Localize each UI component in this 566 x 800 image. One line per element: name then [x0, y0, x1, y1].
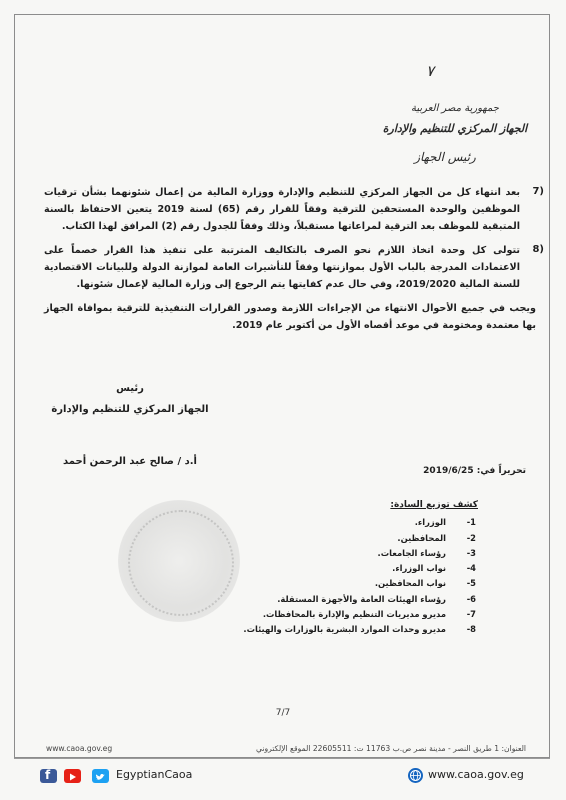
list-item: المحافظين.	[397, 533, 446, 543]
list-item: رؤساء الهيئات العامة والأجهزة المستقلة.	[277, 594, 446, 604]
list-item-number: -5	[466, 578, 476, 588]
list-item: مديرو مديريات التنظيم والإدارة بالمحافظات.	[262, 609, 446, 619]
signature-agency: الجهاز المركزي للتنظيم والإدارة	[51, 404, 209, 415]
footer-divider	[14, 758, 550, 759]
list-item: مديرو وحدات الموارد البشرية بالوزارات والهيئات.	[243, 624, 446, 634]
signature-title: رئيس	[116, 383, 144, 394]
twitter-icon[interactable]	[92, 769, 109, 783]
facebook-icon[interactable]: f	[40, 769, 57, 783]
footer-website-small[interactable]: www.caoa.gov.eg	[46, 744, 113, 753]
header-agency: الجهاز المركزي للتنظيم والإدارة	[382, 122, 528, 135]
list-item-number: -3	[466, 548, 476, 558]
page-mark: ٧	[425, 62, 435, 80]
paragraph-number: 8)	[532, 244, 544, 255]
paragraph-8: تتولى كل وحدة اتخاذ اللازم نحو الصرف بالتكاليف المترتبة على تنفيذ هذا القرار خصماً على الاعتمادات المدرجة بالباب الأول بموازنتها وفقاً للتأشيرات العامة لموازنة الدولة وللبيانات الاقتصادية للسنة المالية 2019/2020، وفي حال عدم كفايتها يتم الرجوع إلى وزارة المالية لإعمال شئونها.	[44, 245, 520, 290]
list-item-number: -4	[466, 563, 476, 573]
list-item-number: -8	[466, 624, 476, 634]
social-handle[interactable]: EgyptianCaoa	[116, 768, 193, 781]
footer-address: العنوان: 1 طريق النصر - مدينة نصر ص.ب 11763 ت: 22605511 الموقع الإلكتروني	[256, 744, 526, 753]
header-office: رئيس الجهاز	[414, 150, 476, 164]
signature-name: أ.د / صالح عبد الرحمن أحمد	[63, 456, 197, 467]
youtube-icon[interactable]	[64, 769, 81, 783]
date-line: تحريراً في: 2019/6/25	[423, 466, 526, 476]
list-item-number: -6	[466, 594, 476, 604]
list-item-number: -2	[466, 533, 476, 543]
distribution-heading: كشف توزيع السادة:	[390, 500, 478, 510]
footer-website[interactable]: www.caoa.gov.eg	[428, 768, 524, 781]
list-item: الوزراء.	[414, 517, 446, 527]
list-item: نواب المحافظين.	[374, 578, 446, 588]
closing-paragraph: ويجب في جميع الأحوال الانتهاء من الإجراءات اللازمة وصدور القرارات التنفيذية للترقية بموافاة الجهاز بها معتمدة ومختومة في موعد أقصاه الأول من أكتوبر عام 2019.	[44, 303, 536, 331]
header-republic: جمهورية مصر العربية	[411, 103, 499, 114]
list-item: رؤساء الجامعات.	[377, 548, 446, 558]
globe-icon[interactable]	[408, 768, 423, 783]
paragraph-number: 7)	[532, 186, 544, 197]
paragraph-7: بعد انتهاء كل من الجهاز المركزي للتنظيم والإدارة ووزارة المالية من إعمال شئونهما بشأن ترقيات الموظفين والوحدة المستحقين للترقية وفقاً للقرار رقم (65) لسنة 2019 يتعين الاحتفاظ بالسنة المتبقية للموظف بعد الترقية لمراعاتها مستقبلاً، وذلك وفقاً للجدول رقم (2) المرافق لهذا الكتاب.	[44, 187, 520, 232]
list-item-number: -7	[466, 609, 476, 619]
list-item-number: -1	[466, 517, 476, 527]
page-number: 7/7	[275, 708, 291, 718]
list-item: نواب الوزراء.	[392, 563, 446, 573]
seal-ring	[128, 510, 234, 616]
